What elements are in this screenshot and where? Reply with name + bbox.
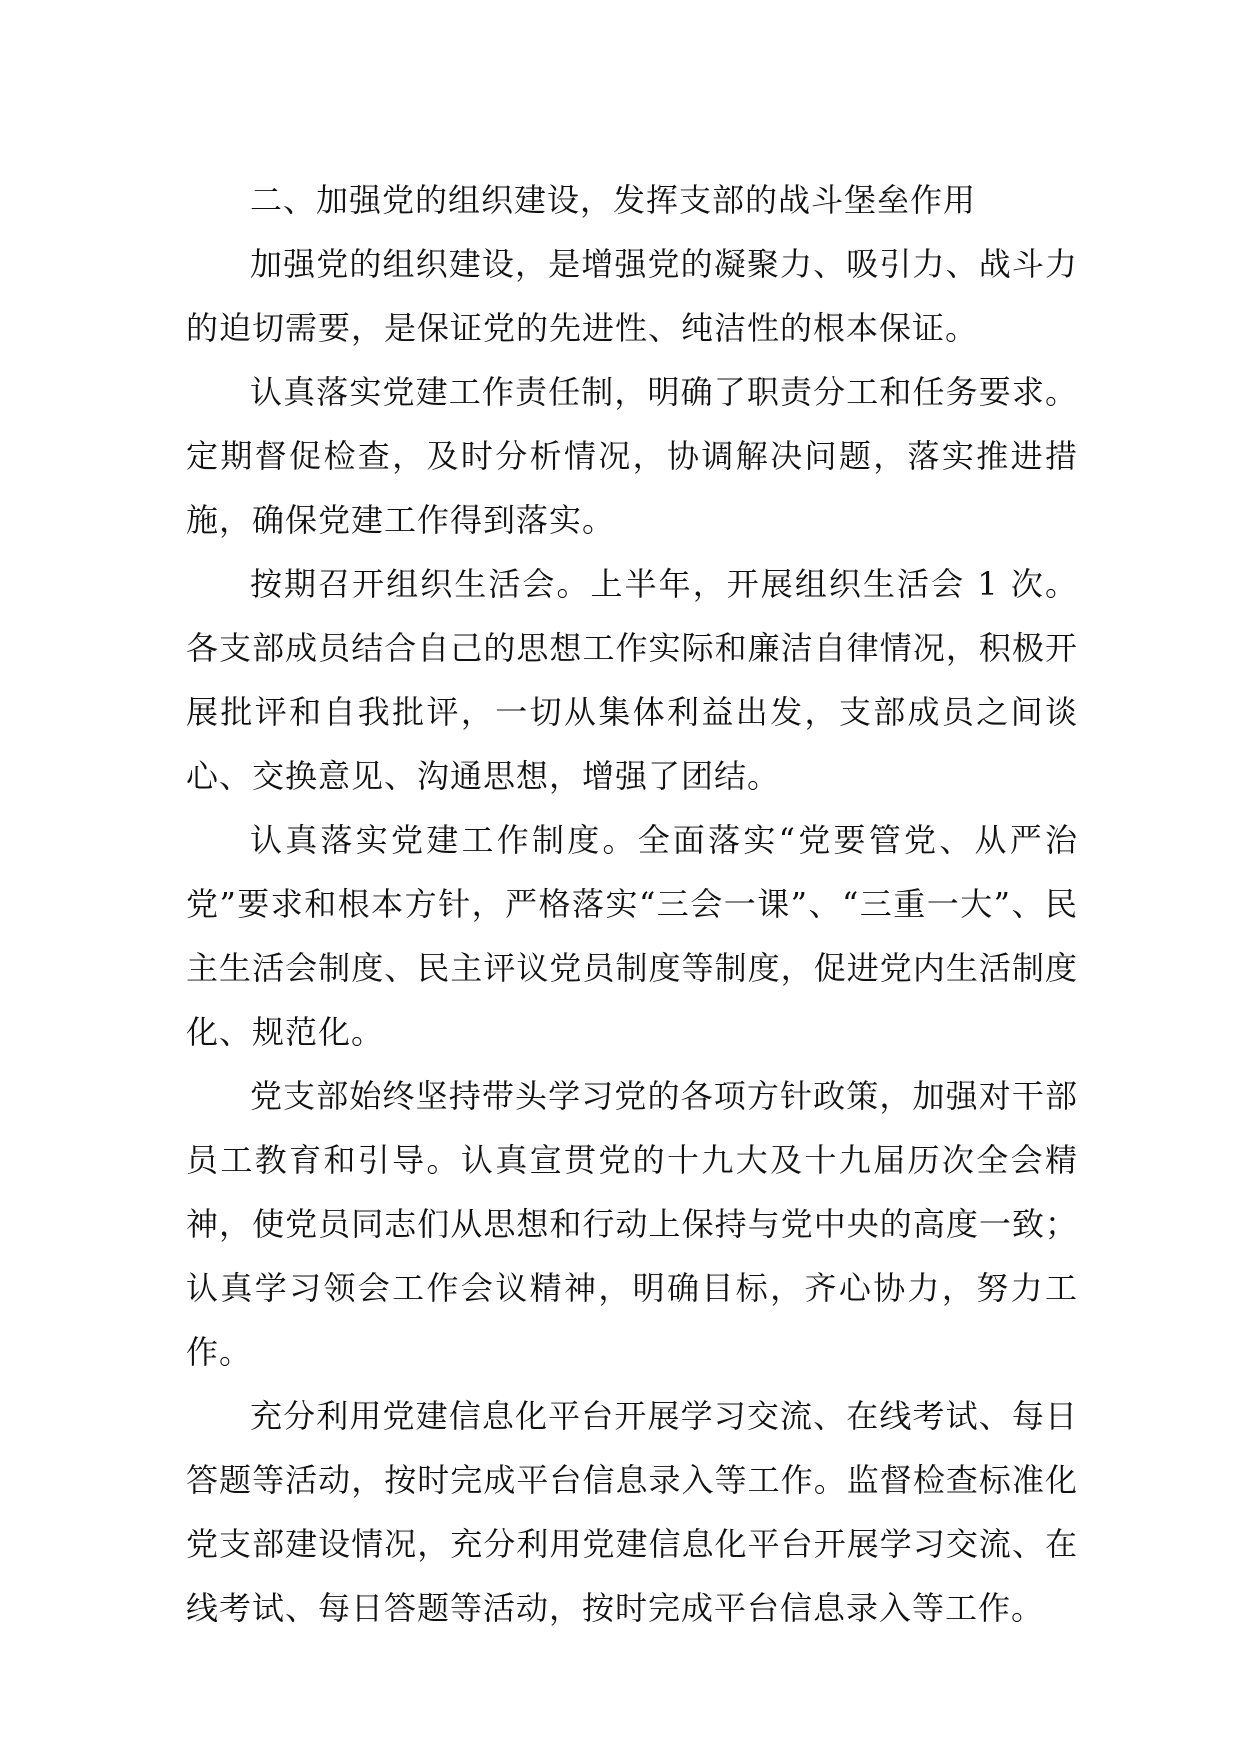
paragraph-6: 充分利用党建信息化平台开展学习交流、在线考试、每日答题等活动，按时完成平台信息录入等工作。监督检查标准化党支部建设情况，充分利用党建信息化平台开展学习交流、在线考试、每日答题等活动，按时完成平台信息录入等工作。	[186, 1397, 1078, 1627]
paragraph-3: 按期召开组织生活会。上半年，开展组织生活会 1 次。各支部成员结合自己的思想工作实际和廉洁自律情况，积极开展批评和自我批评，一切从集体利益出发，支部成员之间谈心、交换意见、沟通思想，增强了团结。	[186, 565, 1078, 795]
paragraph-1: 加强党的组织建设，是增强党的凝聚力、吸引力、战斗力的迫切需要，是保证党的先进性、纯洁性的根本保证。	[186, 245, 1078, 347]
document-body	[186, 168, 1078, 1640]
paragraph-4: 认真落实党建工作制度。全面落实“党要管党、从严治党”要求和根本方针，严格落实“三会一课”、“三重一大”、民主生活会制度、民主评议党员制度等制度，促进党内生活制度化、规范化。	[186, 821, 1078, 1051]
paragraph-2: 认真落实党建工作责任制，明确了职责分工和任务要求。定期督促检查，及时分析情况，协调解决问题，落实推进措施，确保党建工作得到落实。	[186, 373, 1078, 539]
section-heading: 二、加强党的组织建设，发挥支部的战斗堡垒作用	[250, 181, 977, 219]
paragraph-5: 党支部始终坚持带头学习党的各项方针政策，加强对干部员工教育和引导。认真宣贯党的十九大及十九届历次全会精神，使党员同志们从思想和行动上保持与党中央的高度一致；认真学习领会工作会议精神，明确目标，齐心协力，努力工作。	[186, 1077, 1078, 1371]
